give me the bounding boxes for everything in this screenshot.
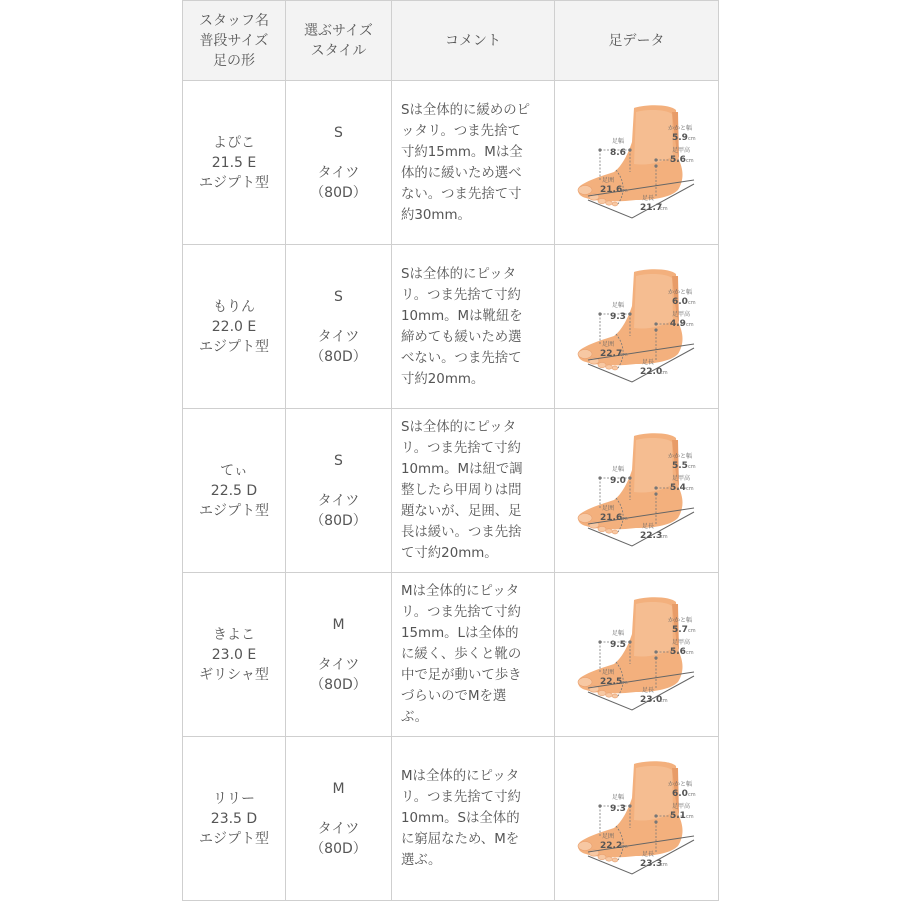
instep-value: 4.9 — [669, 319, 686, 329]
length-label: 足長 — [641, 851, 654, 858]
comment-line: 締めても緩いため選 — [401, 329, 522, 345]
staff-cell — [183, 409, 286, 573]
comment-line: Sは全体的にピッタ — [401, 420, 517, 435]
girth-unit: cm — [619, 352, 628, 358]
table-row-1 — [183, 81, 719, 245]
comment-cell — [392, 81, 555, 245]
heel-label: かかと幅 — [667, 781, 692, 788]
width-label: 足幅 — [611, 794, 624, 801]
heel-value: 6.0 — [671, 789, 688, 799]
length-value: 22.3 — [639, 531, 662, 541]
style-name: タイツ — [317, 164, 360, 181]
style-denier: （80D） — [310, 348, 367, 365]
comment-line: て寸約20mm。 — [401, 546, 498, 561]
staff-cell — [183, 737, 286, 901]
chosen-size: S — [334, 452, 343, 469]
heel-value: 5.9 — [671, 133, 688, 143]
comment-line: べない。つま先捨て — [401, 350, 522, 366]
heel-label: かかと幅 — [667, 289, 692, 296]
instep-label: 足甲高 — [671, 803, 690, 810]
foot-illustration — [572, 756, 702, 881]
instep-value: 5.1 — [669, 811, 686, 821]
usual-size: 23.0 E — [211, 646, 257, 663]
comment-line: ッタリ。つま先捨て — [401, 123, 521, 139]
header-staff-line2: 普段サイズ — [199, 32, 269, 49]
header-size — [286, 1, 392, 81]
foot-shape: ギリシャ型 — [199, 666, 269, 683]
girth-label: 足囲 — [601, 341, 614, 348]
staff-name: もりん — [213, 298, 255, 315]
width-value: 8.6 — [609, 148, 626, 158]
foot-shape: エジプト型 — [199, 174, 269, 191]
foot-shape: エジプト型 — [199, 830, 269, 847]
staff-cell — [183, 81, 286, 245]
width-value: 9.5 — [609, 640, 626, 650]
comment-line: リ。つま先捨て寸約 — [401, 287, 521, 303]
heel-label: かかと幅 — [667, 125, 692, 132]
width-value: 9.3 — [609, 312, 626, 322]
heel-value: 6.0 — [671, 297, 688, 307]
header-comment: コメント — [392, 1, 555, 81]
size-cell — [286, 409, 392, 573]
length-unit: cm — [659, 534, 668, 540]
size-table-container — [182, 0, 718, 900]
width-value: 9.3 — [609, 804, 626, 814]
instep-unit: cm — [685, 486, 694, 492]
instep-label: 足甲高 — [671, 147, 690, 154]
foot-data-cell — [555, 81, 719, 245]
foot-illustration — [572, 592, 702, 717]
width-label: 足幅 — [611, 466, 624, 473]
heel-label: かかと幅 — [667, 617, 692, 624]
comment-line: 寸約15mm。Mは全 — [401, 144, 523, 160]
heel-label: かかと幅 — [667, 453, 692, 460]
staff-name: てぃ — [220, 462, 248, 479]
length-value: 23.3 — [639, 859, 662, 869]
size-cell — [286, 245, 392, 409]
length-unit: cm — [659, 698, 668, 704]
length-label: 足長 — [641, 523, 654, 530]
comment-line: 寸約20mm。 — [401, 371, 485, 387]
staff-name: よぴこ — [213, 134, 255, 151]
instep-unit: cm — [685, 322, 694, 328]
header-size-line2: スタイル — [310, 42, 367, 59]
girth-value: 21.6 — [599, 513, 622, 523]
chosen-size: M — [332, 780, 345, 797]
style-denier: （80D） — [310, 676, 367, 693]
foot-drawing — [578, 597, 683, 698]
foot-drawing — [578, 761, 683, 862]
foot-shape: エジプト型 — [199, 338, 269, 355]
girth-value: 22.5 — [599, 677, 622, 687]
comment-line: 中で足が動いて歩き — [401, 668, 522, 683]
foot-data-cell — [555, 737, 719, 901]
comment-line: 体的に緩いため選べ — [401, 165, 522, 181]
style-denier: （80D） — [310, 840, 367, 857]
heel-unit: cm — [687, 136, 696, 142]
length-unit: cm — [659, 206, 668, 212]
comment-line: リ。つま先捨て寸約 — [401, 605, 521, 620]
comment-line: Sは全体的にピッタ — [401, 266, 517, 282]
style-denier: （80D） — [310, 184, 367, 201]
table-row-4 — [183, 573, 719, 737]
heel-unit: cm — [687, 628, 696, 634]
instep-unit: cm — [685, 814, 694, 820]
comment-cell — [392, 737, 555, 901]
foot-illustration — [572, 100, 702, 225]
heel-unit: cm — [687, 464, 696, 470]
girth-unit: cm — [619, 516, 628, 522]
table-header-row — [183, 1, 719, 81]
foot-drawing — [578, 269, 683, 370]
heel-unit: cm — [687, 300, 696, 306]
usual-size: 22.0 E — [211, 318, 257, 335]
length-label: 足長 — [641, 359, 654, 366]
comment-line: づらいのでMを選 — [401, 689, 507, 704]
comment-line: リ。つま先捨て寸約 — [401, 441, 521, 456]
width-label: 足幅 — [611, 302, 624, 309]
girth-label: 足囲 — [601, 177, 614, 184]
instep-value: 5.6 — [669, 155, 686, 165]
size-cell — [286, 737, 392, 901]
comment-line: 10mm。Mは靴紐を — [401, 308, 523, 324]
header-staff — [183, 1, 286, 81]
comment-line: に窮屈なため、Mを — [401, 832, 520, 847]
comment-line: に緩く、歩くと靴の — [401, 647, 522, 662]
comment-line: 題ないが、足囲、足 — [401, 504, 522, 519]
header-staff-line1: スタッフ名 — [199, 12, 269, 29]
comment-cell — [392, 245, 555, 409]
staff-size-table — [182, 0, 719, 901]
girth-label: 足囲 — [601, 669, 614, 676]
girth-unit: cm — [619, 188, 628, 194]
table-row-2 — [183, 245, 719, 409]
comment-line: リ。つま先捨て寸約 — [401, 790, 521, 805]
girth-unit: cm — [619, 680, 628, 686]
instep-label: 足甲高 — [671, 311, 690, 318]
length-value: 21.7 — [639, 203, 662, 213]
table-row-5 — [183, 737, 719, 901]
usual-size: 22.5 D — [210, 482, 258, 499]
girth-value: 22.2 — [599, 841, 622, 851]
heel-unit: cm — [687, 792, 696, 798]
size-cell — [286, 573, 392, 737]
style-name: タイツ — [317, 492, 360, 509]
style-name: タイツ — [317, 328, 360, 345]
comment-line: Mは全体的にピッタ — [401, 769, 520, 784]
foot-illustration — [572, 428, 702, 553]
header-foot-data: 足データ — [555, 1, 719, 81]
foot-illustration — [572, 264, 702, 389]
usual-size: 21.5 E — [211, 154, 257, 171]
instep-label: 足甲高 — [671, 639, 690, 646]
comment-cell — [392, 573, 555, 737]
girth-label: 足囲 — [601, 833, 614, 840]
foot-data-cell — [555, 245, 719, 409]
size-cell — [286, 81, 392, 245]
instep-label: 足甲高 — [671, 475, 690, 482]
instep-unit: cm — [685, 650, 694, 656]
chosen-size: M — [332, 616, 345, 633]
foot-data-cell — [555, 573, 719, 737]
width-label: 足幅 — [611, 630, 624, 637]
comment-line: 10mm。Sは全体的 — [401, 811, 520, 826]
instep-unit: cm — [685, 158, 694, 164]
width-value: 9.0 — [609, 476, 626, 486]
comment-line: ない。つま先捨て寸 — [401, 186, 522, 202]
comment-line: 長は緩い。つま先捨 — [401, 525, 522, 540]
foot-data-cell — [555, 409, 719, 573]
comment-line: ぶ。 — [401, 710, 429, 725]
girth-value: 22.7 — [599, 349, 622, 359]
comment-line: 選ぶ。 — [401, 853, 442, 868]
comment-line: Mは全体的にピッタ — [401, 584, 520, 599]
style-name: タイツ — [317, 820, 360, 837]
comment-line: 10mm。Mは紐で調 — [401, 462, 523, 477]
foot-drawing — [578, 433, 683, 534]
staff-cell — [183, 573, 286, 737]
foot-drawing — [578, 105, 683, 206]
girth-value: 21.6 — [599, 185, 622, 195]
chosen-size: S — [334, 288, 343, 305]
usual-size: 23.5 D — [210, 810, 258, 827]
staff-name: きよこ — [213, 626, 255, 643]
style-denier: （80D） — [310, 512, 367, 529]
header-size-line1: 選ぶサイズ — [304, 22, 373, 39]
heel-value: 5.7 — [671, 625, 688, 635]
chosen-size: S — [334, 124, 343, 141]
heel-value: 5.5 — [671, 461, 688, 471]
comment-line: 15mm。Lは全体的 — [401, 626, 519, 641]
staff-name: リリー — [213, 790, 255, 807]
instep-value: 5.6 — [669, 647, 686, 657]
girth-unit: cm — [619, 844, 628, 850]
length-label: 足長 — [641, 687, 654, 694]
foot-shape: エジプト型 — [199, 502, 269, 519]
instep-value: 5.4 — [669, 483, 686, 493]
staff-cell — [183, 245, 286, 409]
comment-line: 約30mm。 — [401, 207, 471, 223]
girth-label: 足囲 — [601, 505, 614, 512]
comment-line: 整したら甲周りは問 — [401, 483, 522, 498]
length-value: 22.0 — [639, 367, 662, 377]
table-row-3 — [183, 409, 719, 573]
comment-cell — [392, 409, 555, 573]
length-label: 足長 — [641, 195, 654, 202]
comment-line: Sは全体的に緩めのピ — [401, 102, 531, 118]
length-unit: cm — [659, 862, 668, 868]
width-label: 足幅 — [611, 138, 624, 145]
length-unit: cm — [659, 370, 668, 376]
style-name: タイツ — [317, 656, 360, 673]
header-staff-line3: 足の形 — [213, 52, 255, 69]
length-value: 23.0 — [639, 695, 662, 705]
